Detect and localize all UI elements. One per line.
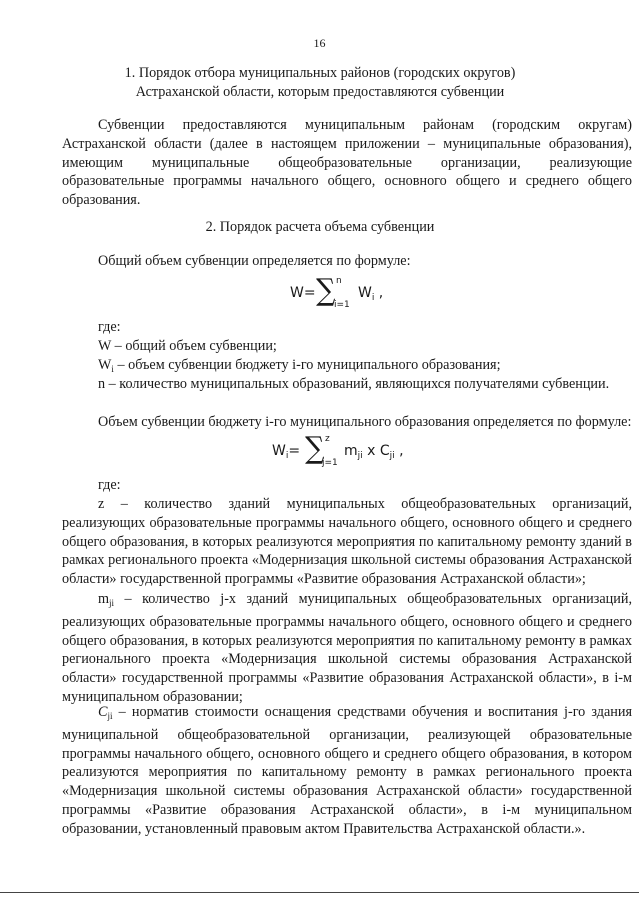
section1-title-line1: 1. Порядок отбора муниципальных районов (городских округов) (124, 65, 516, 81)
definition-c-subscript: ji (107, 711, 113, 721)
definition-m-subscript: ji (109, 598, 115, 608)
formula2-term2-sub: ji (389, 451, 395, 461)
formula1-tail: , (374, 285, 384, 301)
formula2-lhs (272, 443, 300, 461)
page-number: 16 (313, 36, 326, 50)
definition-m (62, 590, 632, 707)
definition-w: W – общий объем субвенции; (98, 338, 277, 354)
formula2-tail: , (394, 443, 404, 459)
definition-m-symbol: m (98, 591, 110, 607)
section1-title-line2: Астраханской области, которым предоставляются субвенции (135, 84, 505, 100)
formula2-lhs-sub: i (285, 451, 289, 461)
definition-c-symbol: C (98, 704, 108, 720)
definition-c-text: – норматив стоимости оснащения средствами обучения и воспитания j-го здания муниципальной общеобразовательной организации, реализующей образовательные программы начального общего, основного общего и среднего общего образования, в котором реализуются мероприятия по капитальному ремонту в рамках регионального проекта «Модернизация школьной системы образования Астраханской области» государственной программы «Развитие образования Астраханской области», в i-м муниципальном образовании, установленный правовым актом Правительства Астраханской области.». (62, 704, 632, 837)
formula1-term-main: W (358, 285, 372, 301)
definition-c (62, 703, 632, 839)
formula1-upper-limit: n (336, 276, 342, 286)
formula2-intro: Объем субвенции бюджету i-го муниципального образования определяется по формуле: (98, 414, 632, 430)
formula2-terms (344, 443, 404, 461)
section1-paragraph: Субвенции предоставляются муниципальным районам (городским округам) Астраханской области (далее в настоящем приложении – муниципальные образования), имеющим муниципальные общеобразовательные организации, реализующие образовательные программы начального общего, основного общего и среднего общего образования. (62, 117, 632, 209)
where-label-1: где: (98, 319, 121, 335)
formula1-term (358, 285, 383, 303)
formula1-lower-limit: i=1 (334, 300, 350, 310)
definition-wi-text: – объем субвенции бюджету i-го муниципального образования; (113, 357, 501, 373)
where-label-2: где: (98, 477, 121, 493)
formula1-term-sub: i (371, 293, 375, 303)
formula2-upper-limit: z (325, 434, 330, 444)
definition-n: n – количество муниципальных образований, являющихся получателями субвенции. (98, 376, 610, 392)
formula-total-subvention (290, 273, 390, 315)
formula2-lower-limit: j=1 (322, 458, 338, 468)
definition-wi-symbol: W (98, 357, 112, 373)
formula-municipal-subvention (272, 431, 422, 473)
definition-wi-subscript: i (111, 364, 114, 374)
formula2-term1: m (344, 443, 358, 459)
formula2-lhs-main: W (272, 443, 286, 459)
definition-z: z – количество зданий муниципальных общеобразовательных организаций, реализующих образовательные программы начального общего, основного общего и среднего общего образования, в которых реализуются мероприятия по капитальному ремонту зданий в рамках регионального проекта «Модернизация школьной системы образования Астраханской области» государственной программы «Развитие образования Астраханской области»; (62, 496, 632, 588)
formula2-lhs-eq: = (288, 443, 301, 459)
formula1-lhs: W= (290, 285, 316, 301)
definition-m-text: – количество j-х зданий муниципальных общеобразовательных организаций, реализующих образовательные программы начального общего, основного общего и среднего общего образования, в которых реализуются мероприятия по капитальному ремонту в рамках регионального проекта «Модернизация школьной системы образования Астраханской области» государственной программы «Развитие образования Астраханской области», в i-м муниципальном образовании; (62, 591, 632, 705)
formula2-term2: C (379, 443, 390, 459)
formula2-times: x (362, 443, 380, 459)
sum-icon: ∑ (316, 273, 336, 308)
bottom-divider (0, 892, 639, 893)
sum-icon: ∑ (305, 431, 325, 466)
formula2-term1-sub: ji (357, 451, 363, 461)
section2-title: 2. Порядок расчета объема субвенции (205, 219, 435, 235)
formula1-intro: Общий объем субвенции определяется по формуле: (98, 253, 411, 269)
